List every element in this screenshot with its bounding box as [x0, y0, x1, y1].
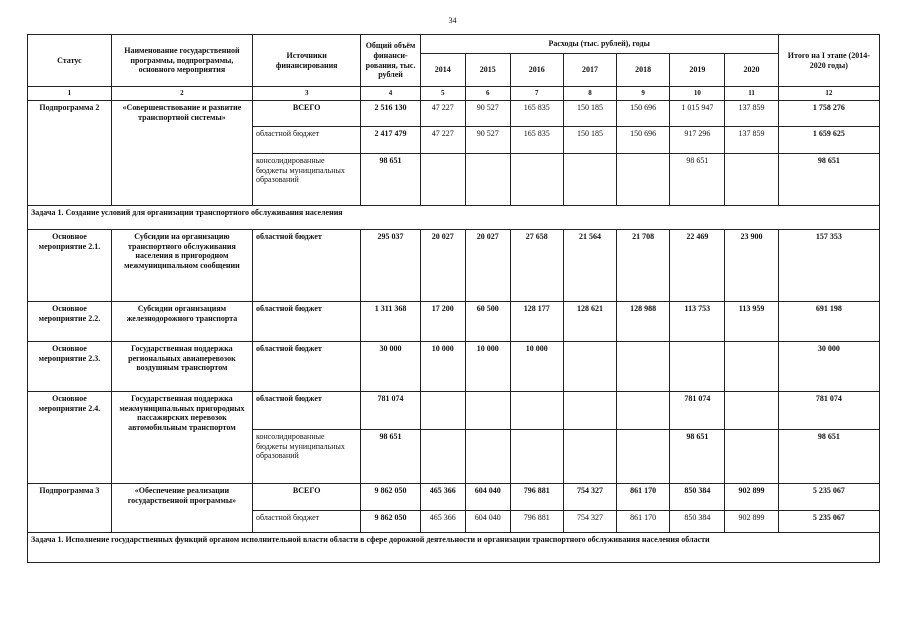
- row-year-value: 850 384: [670, 511, 725, 533]
- header-volume: Общий объём финанси-рования, тыс. рублей: [361, 35, 420, 87]
- row-name: Субсидии организациям железнодорожного транспорта: [111, 302, 252, 342]
- row-year-value: 27 658: [510, 230, 563, 302]
- row-year-value: [725, 430, 778, 484]
- row-name: «Совершенствование и развитие транспортной системы»: [111, 101, 252, 206]
- row-year-value: [725, 392, 778, 430]
- row-year-value: 781 074: [670, 392, 725, 430]
- row-year-value: 850 384: [670, 484, 725, 511]
- row-year-value: 47 227: [420, 127, 465, 154]
- table-row: [28, 101, 880, 127]
- row-source: консолидированные бюджеты муниципальных образований: [252, 430, 360, 484]
- header-year: 2016: [510, 54, 563, 87]
- row-source: областной бюджет: [252, 302, 360, 342]
- row-total: 98 651: [778, 430, 879, 484]
- row-status: Подпрограмма 3: [28, 484, 112, 533]
- row-status: Основное мероприятие 2.4.: [28, 392, 112, 484]
- row-volume: 98 651: [361, 154, 420, 206]
- column-number: 4: [361, 87, 420, 101]
- column-number: 9: [617, 87, 670, 101]
- row-year-value: 150 696: [617, 101, 670, 127]
- row-year-value: 98 651: [670, 154, 725, 206]
- row-year-value: 754 327: [563, 484, 616, 511]
- header-year: 2020: [725, 54, 778, 87]
- row-year-value: 861 170: [617, 511, 670, 533]
- header-total: Итого на I этапе (2014-2020 годы): [778, 35, 879, 87]
- table-row: [28, 342, 880, 392]
- row-year-value: 165 835: [510, 101, 563, 127]
- row-total: 5 235 067: [778, 511, 879, 533]
- row-total: 30 000: [778, 342, 879, 392]
- row-year-value: 754 327: [563, 511, 616, 533]
- row-year-value: 21 564: [563, 230, 616, 302]
- row-year-value: 604 040: [465, 511, 510, 533]
- row-source: областной бюджет: [252, 392, 360, 430]
- row-volume: 295 037: [361, 230, 420, 302]
- row-year-value: [617, 154, 670, 206]
- budget-table: [27, 34, 880, 563]
- row-year-value: 165 835: [510, 127, 563, 154]
- row-year-value: [465, 430, 510, 484]
- row-volume: 781 074: [361, 392, 420, 430]
- row-total: 157 353: [778, 230, 879, 302]
- row-year-value: [420, 430, 465, 484]
- row-year-value: 137 859: [725, 101, 778, 127]
- row-total: 691 198: [778, 302, 879, 342]
- row-year-value: 604 040: [465, 484, 510, 511]
- task-row: [28, 206, 880, 230]
- row-year-value: [725, 154, 778, 206]
- row-name: Государственная поддержка региональных авиаперевозок воздушным транспортом: [111, 342, 252, 392]
- row-name: Субсидии на организацию транспортного обслуживания населения в пригородном межмуниципальном сообщении: [111, 230, 252, 302]
- column-number: 8: [563, 87, 616, 101]
- row-year-value: [670, 342, 725, 392]
- row-status: Основное мероприятие 2.2.: [28, 302, 112, 342]
- task-title: Задача 1. Создание условий для организации транспортного обслуживания населения: [28, 206, 880, 230]
- row-total: 1 758 276: [778, 101, 879, 127]
- row-status: Основное мероприятие 2.1.: [28, 230, 112, 302]
- row-year-value: [510, 430, 563, 484]
- row-source: областной бюджет: [252, 230, 360, 302]
- task-row: [28, 533, 880, 563]
- row-year-value: 128 177: [510, 302, 563, 342]
- row-year-value: 23 900: [725, 230, 778, 302]
- header-year: 2014: [420, 54, 465, 87]
- column-number: 11: [725, 87, 778, 101]
- column-number: 5: [420, 87, 465, 101]
- table-row: [28, 392, 880, 430]
- row-year-value: 22 469: [670, 230, 725, 302]
- row-year-value: 47 227: [420, 101, 465, 127]
- row-volume: 30 000: [361, 342, 420, 392]
- row-volume: 9 862 050: [361, 484, 420, 511]
- row-year-value: 10 000: [420, 342, 465, 392]
- header-status: Статус: [28, 35, 112, 87]
- row-total: 98 651: [778, 154, 879, 206]
- row-year-value: 20 027: [465, 230, 510, 302]
- header-year: 2015: [465, 54, 510, 87]
- row-volume: 2 516 130: [361, 101, 420, 127]
- table-row: [28, 302, 880, 342]
- page-number: 34: [448, 16, 457, 25]
- column-number: 2: [111, 87, 252, 101]
- row-year-value: [465, 392, 510, 430]
- row-status: Основное мероприятие 2.3.: [28, 342, 112, 392]
- row-year-value: 128 621: [563, 302, 616, 342]
- row-total: 5 235 067: [778, 484, 879, 511]
- row-year-value: [510, 392, 563, 430]
- column-number: 3: [252, 87, 360, 101]
- row-year-value: [617, 342, 670, 392]
- row-year-value: 137 859: [725, 127, 778, 154]
- row-year-value: [563, 392, 616, 430]
- row-year-value: 796 881: [510, 511, 563, 533]
- column-number: 10: [670, 87, 725, 101]
- row-source: ВСЕГО: [252, 101, 360, 127]
- column-number: 7: [510, 87, 563, 101]
- column-number: 12: [778, 87, 879, 101]
- row-year-value: 17 200: [420, 302, 465, 342]
- row-year-value: [510, 154, 563, 206]
- row-year-value: [563, 430, 616, 484]
- row-year-value: [563, 342, 616, 392]
- row-year-value: 98 651: [670, 430, 725, 484]
- row-year-value: 861 170: [617, 484, 670, 511]
- header-year: 2018: [617, 54, 670, 87]
- row-year-value: 90 527: [465, 127, 510, 154]
- header-year: 2017: [563, 54, 616, 87]
- table-row: [28, 230, 880, 302]
- row-year-value: 150 185: [563, 127, 616, 154]
- row-year-value: 90 527: [465, 101, 510, 127]
- row-volume: 2 417 479: [361, 127, 420, 154]
- row-name: «Обеспечение реализации государственной программы»: [111, 484, 252, 533]
- row-source: областной бюджет: [252, 127, 360, 154]
- row-volume: 9 862 050: [361, 511, 420, 533]
- header-sources: Источники финансирования: [252, 35, 360, 87]
- row-year-value: 113 959: [725, 302, 778, 342]
- row-source: ВСЕГО: [252, 484, 360, 511]
- row-name: Государственная поддержка межмуниципальных пригородных пассажирских перевозок автомобильным транспортом: [111, 392, 252, 484]
- table-row: [28, 484, 880, 511]
- row-year-value: 20 027: [420, 230, 465, 302]
- row-year-value: [420, 392, 465, 430]
- row-year-value: 113 753: [670, 302, 725, 342]
- header-year: 2019: [670, 54, 725, 87]
- column-number: 1: [28, 87, 112, 101]
- row-volume: 1 311 368: [361, 302, 420, 342]
- row-year-value: 10 000: [510, 342, 563, 392]
- row-year-value: 150 696: [617, 127, 670, 154]
- row-year-value: 60 500: [465, 302, 510, 342]
- row-year-value: 917 296: [670, 127, 725, 154]
- row-source: областной бюджет: [252, 342, 360, 392]
- row-year-value: 796 881: [510, 484, 563, 511]
- row-year-value: [465, 154, 510, 206]
- row-year-value: 1 015 947: [670, 101, 725, 127]
- row-year-value: 465 366: [420, 484, 465, 511]
- row-year-value: [420, 154, 465, 206]
- row-year-value: [725, 342, 778, 392]
- row-total: 1 659 625: [778, 127, 879, 154]
- row-year-value: [617, 392, 670, 430]
- row-total: 781 074: [778, 392, 879, 430]
- row-source: консолидированные бюджеты муниципальных образований: [252, 154, 360, 206]
- row-volume: 98 651: [361, 430, 420, 484]
- column-number: 6: [465, 87, 510, 101]
- header-expenses: Расходы (тыс. рублей), годы: [420, 35, 778, 54]
- row-source: областной бюджет: [252, 511, 360, 533]
- row-year-value: 465 366: [420, 511, 465, 533]
- row-year-value: [563, 154, 616, 206]
- row-status: Подпрограмма 2: [28, 101, 112, 206]
- row-year-value: 150 185: [563, 101, 616, 127]
- task-title: Задача 1. Исполнение государственных функций органом исполнительной власти области в сфере дорожной деятельности и организации транспортного обслуживания населения области: [28, 533, 880, 563]
- row-year-value: 128 988: [617, 302, 670, 342]
- column-number-row: [28, 87, 880, 101]
- header-name: Наименование государственной программы, подпрограммы, основного мероприятия: [111, 35, 252, 87]
- row-year-value: [617, 430, 670, 484]
- row-year-value: 21 708: [617, 230, 670, 302]
- row-year-value: 902 899: [725, 511, 778, 533]
- row-year-value: 902 899: [725, 484, 778, 511]
- row-year-value: 10 000: [465, 342, 510, 392]
